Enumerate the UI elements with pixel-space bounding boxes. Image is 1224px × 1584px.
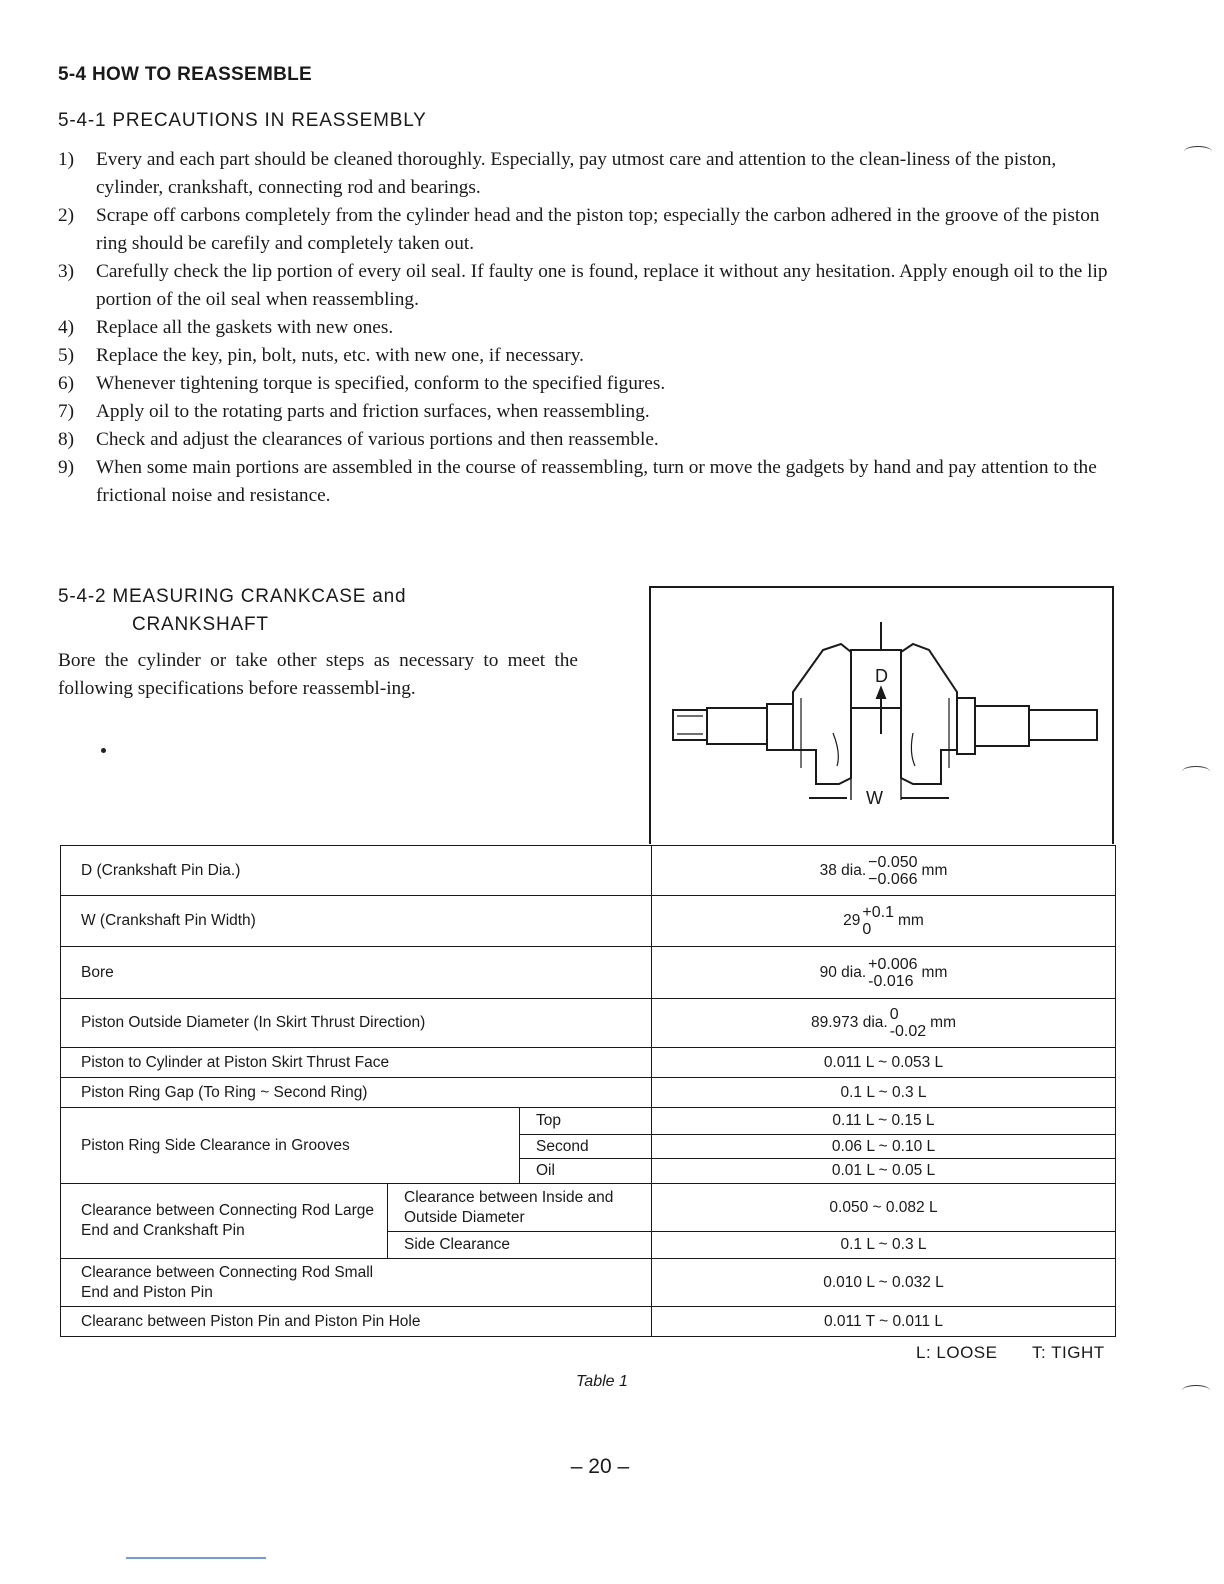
value-base: 90 dia. bbox=[819, 963, 867, 981]
value-unit: mm bbox=[898, 912, 924, 929]
row-label: Piston to Cylinder at Piston Skirt Thrust Face bbox=[61, 1048, 652, 1078]
table-row bbox=[61, 1108, 1116, 1135]
table-row bbox=[61, 1048, 1116, 1078]
row-label: Piston Ring Gap (To Ring ~ Second Ring) bbox=[61, 1078, 652, 1108]
tolerance-upper: +0.1 bbox=[862, 904, 894, 921]
subsection-heading-measuring bbox=[58, 583, 406, 639]
dimension-label-d: D bbox=[875, 666, 888, 686]
item-text: Replace all the gaskets with new ones. bbox=[96, 317, 394, 338]
crankshaft-figure bbox=[649, 586, 1114, 844]
row-value: 0.1 L ~ 0.3 L bbox=[652, 1078, 1116, 1108]
row-value: 0.01 L ~ 0.05 L bbox=[652, 1159, 1116, 1184]
row-label: Bore bbox=[61, 947, 652, 999]
list-item bbox=[58, 314, 1120, 342]
legend-tight: T: TIGHT bbox=[1032, 1343, 1105, 1362]
list-item bbox=[58, 454, 1120, 510]
item-number: 6) bbox=[58, 373, 75, 394]
row-label: W (Crankshaft Pin Width) bbox=[61, 896, 652, 947]
table-row bbox=[61, 947, 1116, 999]
margin-mark bbox=[1184, 146, 1212, 157]
page-number: – 20 – bbox=[570, 1455, 630, 1478]
subsection-heading-precautions: 5-4-1 PRECAUTIONS IN REASSEMBLY bbox=[58, 110, 427, 131]
row-sublabel: Side Clearance bbox=[388, 1232, 652, 1259]
row-label: Piston Outside Diameter (In Skirt Thrust Direction) bbox=[61, 999, 652, 1048]
tolerance-lower: 0 bbox=[862, 921, 872, 938]
table-row bbox=[61, 1307, 1116, 1337]
margin-mark bbox=[1182, 1385, 1210, 1396]
item-text: Carefully check the lip portion of every oil seal. If faulty one is found, replace it without any hesitation. Apply enough oil to the lip portion of the oil seal when reassembling. bbox=[96, 261, 1108, 310]
value-unit: mm bbox=[921, 861, 948, 879]
tolerance-upper: 0 bbox=[889, 1006, 899, 1023]
item-text: Whenever tightening torque is specified, conform to the specified figures. bbox=[96, 373, 666, 394]
tolerance-lower: -0.02 bbox=[889, 1023, 927, 1040]
row-sublabel: Clearance between Inside and Outside Diameter bbox=[388, 1184, 652, 1232]
value-unit: mm bbox=[930, 1014, 956, 1031]
value-unit: mm bbox=[921, 963, 948, 981]
bottom-rule bbox=[126, 1557, 266, 1559]
instruction-paragraph: Bore the cylinder or take other steps as necessary to meet the following specifications before reassembl-ing. bbox=[58, 650, 578, 699]
value-base: 29 bbox=[843, 912, 861, 929]
row-value: 0.050 ~ 0.082 L bbox=[652, 1184, 1116, 1232]
row-label: Piston Ring Side Clearance in Grooves bbox=[61, 1108, 520, 1184]
item-text: Replace the key, pin, bolt, nuts, etc. with new one, if necessary. bbox=[96, 345, 584, 366]
margin-mark bbox=[1182, 766, 1210, 777]
table-row bbox=[61, 846, 1116, 896]
spec-table bbox=[60, 845, 1116, 1337]
item-number: 3) bbox=[58, 261, 75, 282]
table-row bbox=[61, 1078, 1116, 1108]
table-row bbox=[61, 1259, 1116, 1307]
heading-line-1: 5-4-2 MEASURING CRANKCASE and bbox=[58, 586, 407, 607]
dimension-label-w: W bbox=[866, 788, 883, 808]
list-item bbox=[58, 202, 1120, 258]
item-text: Apply oil to the rotating parts and friction surfaces, when reassembling. bbox=[96, 401, 650, 422]
table-row bbox=[61, 999, 1116, 1048]
row-value bbox=[652, 896, 1116, 947]
item-text: Every and each part should be cleaned thoroughly. Especially, pay utmost care and attention to the clean-liness of the piston, cylinder, crankshaft, connecting rod and bearings. bbox=[96, 149, 1057, 198]
row-value bbox=[652, 846, 1116, 896]
table-row bbox=[61, 896, 1116, 947]
section-heading: 5-4 HOW TO REASSEMBLE bbox=[58, 64, 313, 85]
row-value bbox=[652, 999, 1116, 1048]
tolerance-lower: -0.016 bbox=[868, 972, 914, 990]
list-item bbox=[58, 370, 1120, 398]
row-sublabel: Top bbox=[520, 1108, 652, 1135]
item-number: 9) bbox=[58, 457, 75, 478]
bullet-dot bbox=[101, 748, 106, 753]
legend-loose: L: LOOSE bbox=[916, 1343, 998, 1362]
row-sublabel: Oil bbox=[520, 1159, 652, 1184]
table-caption: Table 1 bbox=[576, 1373, 628, 1390]
row-sublabel: Second bbox=[520, 1135, 652, 1159]
item-text: Scrape off carbons completely from the cylinder head and the piston top; especially the carbon adhered in the groove of the piston ring should be carefily and completely taken out. bbox=[96, 205, 1100, 254]
item-number: 1) bbox=[58, 149, 75, 170]
crankshaft-diagram-icon bbox=[651, 588, 1112, 844]
list-item bbox=[58, 258, 1120, 314]
item-number: 7) bbox=[58, 401, 75, 422]
heading-line-2: CRANKSHAFT bbox=[132, 614, 269, 635]
row-label: Clearance between Connecting Rod Small End and Piston Pin bbox=[61, 1259, 652, 1307]
tolerance-upper: +0.006 bbox=[868, 955, 918, 973]
list-item bbox=[58, 398, 1120, 426]
row-value bbox=[652, 947, 1116, 999]
list-item bbox=[58, 426, 1120, 454]
row-value: 0.11 L ~ 0.15 L bbox=[652, 1108, 1116, 1135]
value-base: 38 dia. bbox=[819, 861, 867, 879]
item-number: 2) bbox=[58, 205, 75, 226]
list-item bbox=[58, 342, 1120, 370]
item-number: 8) bbox=[58, 429, 75, 450]
item-text: Check and adjust the clearances of various portions and then reassemble. bbox=[96, 429, 659, 450]
row-value: 0.06 L ~ 0.10 L bbox=[652, 1135, 1116, 1159]
row-label: Clearanc between Piston Pin and Piston Pin Hole bbox=[61, 1307, 652, 1337]
value-base: 89.973 dia. bbox=[810, 1014, 888, 1031]
tolerance-lower: −0.066 bbox=[868, 870, 918, 888]
row-value: 0.011 T ~ 0.011 L bbox=[652, 1307, 1116, 1337]
row-label: Clearance between Connecting Rod Large End and Crankshaft Pin bbox=[61, 1184, 388, 1259]
row-value: 0.1 L ~ 0.3 L bbox=[652, 1232, 1116, 1259]
row-value: 0.011 L ~ 0.053 L bbox=[652, 1048, 1116, 1078]
row-value: 0.010 L ~ 0.032 L bbox=[652, 1259, 1116, 1307]
list-item bbox=[58, 146, 1120, 202]
item-number: 4) bbox=[58, 317, 75, 338]
tolerance-upper: −0.050 bbox=[868, 853, 918, 871]
item-text: When some main portions are assembled in the course of reassembling, turn or move the gadgets by hand and pay attention to the frictional noise and resistance. bbox=[96, 457, 1097, 506]
table-row bbox=[61, 1184, 1116, 1232]
precautions-list bbox=[58, 146, 1120, 510]
row-label: D (Crankshaft Pin Dia.) bbox=[61, 846, 652, 896]
item-number: 5) bbox=[58, 345, 75, 366]
